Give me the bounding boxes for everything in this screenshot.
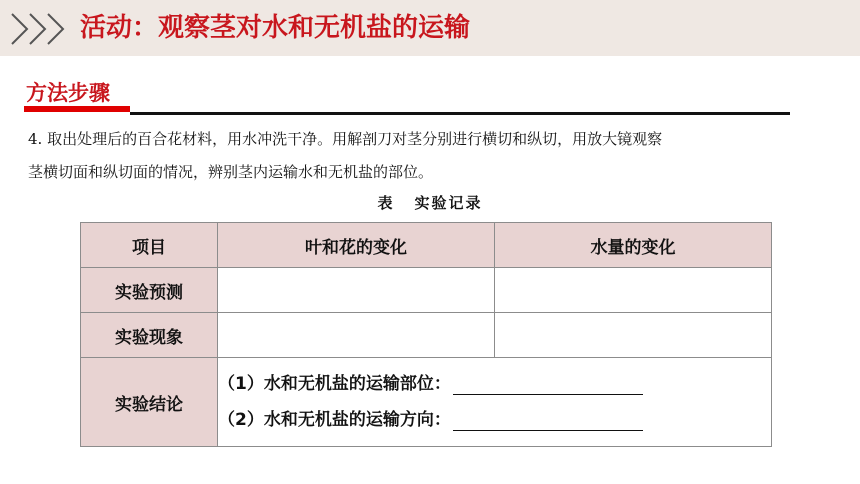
table-row-conclusion: [81, 358, 772, 447]
answer-blank-2[interactable]: [453, 410, 643, 431]
table-row-observation: [81, 313, 772, 358]
cell-prediction-water[interactable]: [495, 268, 772, 313]
header-water-change: 水量的变化: [495, 223, 772, 268]
conclusion-line-1: [218, 366, 771, 402]
section-divider: [130, 112, 790, 115]
page-title: 活动：观察茎对水和无机盐的运输: [80, 13, 471, 43]
row-label-conclusion: 实验结论: [81, 358, 218, 447]
cell-observation-leaf-flower[interactable]: [218, 313, 495, 358]
conclusion-item-2: （2）水和无机盐的运输方向：: [218, 410, 451, 430]
triple-chevron-right-icon: [10, 12, 68, 46]
header-leaf-flower-change: 叶和花的变化: [218, 223, 495, 268]
answer-blank-1[interactable]: [453, 374, 643, 395]
table-row-prediction: [81, 268, 772, 313]
table-header-row: [81, 223, 772, 268]
header-item: 项目: [81, 223, 218, 268]
conclusion-line-2: [218, 402, 771, 438]
step-paragraph: [28, 123, 828, 189]
step-text-line-2: 茎横切面和纵切面的情况，辨别茎内运输水和无机盐的部位。: [28, 163, 434, 181]
step-text-line-1: 4. 取出处理后的百合花材料，用水冲洗干净。用解剖刀对茎分别进行横切和纵切，用放大镜观察: [28, 130, 663, 148]
header-bar: [0, 0, 860, 56]
table-caption: [0, 192, 860, 213]
cell-prediction-leaf-flower[interactable]: [218, 268, 495, 313]
table-caption-title: 实验记录: [414, 194, 483, 212]
cell-observation-water[interactable]: [495, 313, 772, 358]
section-heading: 方法步骤: [26, 81, 110, 105]
conclusion-item-1: （1）水和无机盐的运输部位：: [218, 374, 451, 394]
row-label-prediction: 实验预测: [81, 268, 218, 313]
table-caption-prefix: 表: [377, 194, 395, 212]
conclusion-cell: [218, 358, 772, 447]
section-heading-underline: [24, 106, 130, 112]
experiment-record-table: [80, 222, 772, 447]
row-label-observation: 实验现象: [81, 313, 218, 358]
